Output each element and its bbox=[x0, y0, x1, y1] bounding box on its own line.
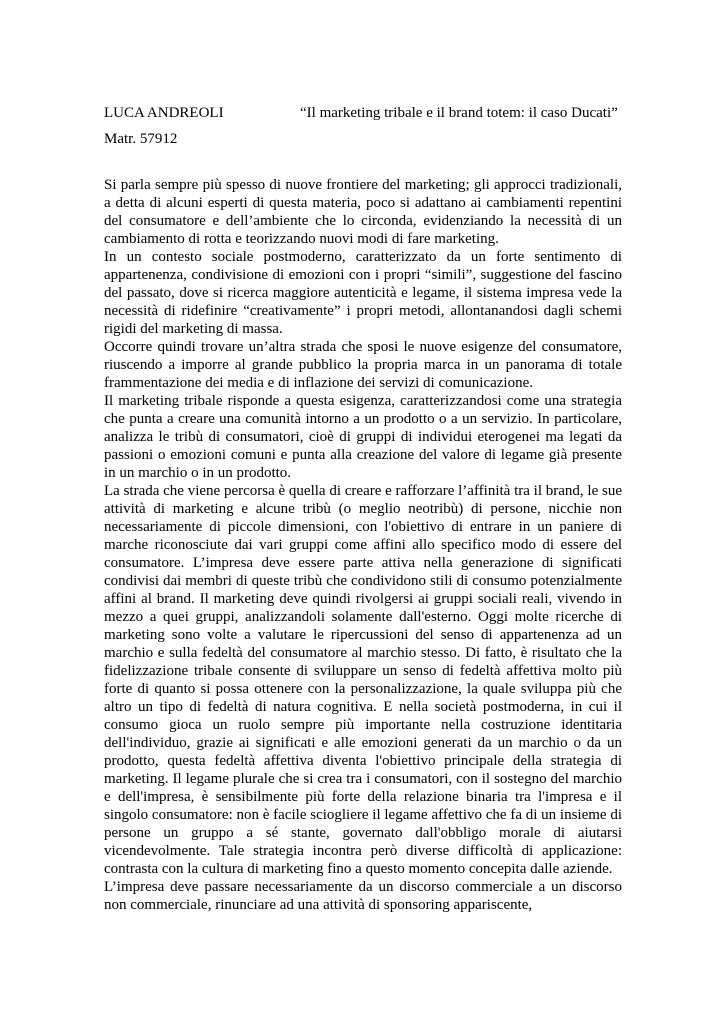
student-id: Matr. 57912 bbox=[104, 131, 178, 147]
paragraph: Si parla sempre più spesso di nuove frontiere del marketing; gli approcci tradizionali, a detta di alcuni esperti di questa materia, poco si adattano ai cambiamenti repentini del consumatore e dell’ambiente che lo circonda, evidenziando la necessità di un cambiamento di rotta e teorizzando nuovi modi di fare marketing. bbox=[104, 177, 622, 247]
paragraph: Occorre quindi trovare un’altra strada che sposi le nuove esigenze del consumatore, riuscendo a imporre al grande pubblico la propria marca in un panorama di totale frammentazione dei media e di inflazione dei servizi di comunicazione. bbox=[104, 339, 622, 391]
author-name: LUCA ANDREOLI bbox=[104, 105, 224, 121]
paragraph: In un contesto sociale postmoderno, caratterizzato da un forte sentimento di appartenenza, condivisione di emozioni con i propri “simili”, suggestione del fascino del passato, dove si ricerca maggiore autenticità e legame, il sistema impresa vede la necessità di ridefinire “creativamente” i propri metodi, allontanandosi dagli schemi rigidi del marketing di massa. bbox=[104, 249, 622, 337]
document-body bbox=[104, 176, 622, 914]
document-title: “Il marketing tribale e il brand totem: il caso Ducati” bbox=[300, 105, 618, 121]
paragraph: La strada che viene percorsa è quella di creare e rafforzare l’affinità tra il brand, le sue attività di marketing e alcune tribù (o meglio neotribù) di persone, nicchie non necessariamente di piccole dimensioni, con l'obiettivo di entrare in un paniere di marche riconosciute dai vari gruppi come affini allo specifico modo di essere del consumatore. L’impresa deve essere parte attiva nella generazione di significati condivisi dai membri di queste tribù che condividono stili di consumo potenzialmente affini al brand. Il marketing deve quindi rivolgersi ai gruppi sociali reali, vivendo in mezzo a quei gruppi, analizzandoli solamente dall'esterno. Oggi molte ricerche di marketing sono volte a valutare le ripercussioni del senso di appartenenza ad un marchio e sulla fedeltà del consumatore al marchio stesso. Di fatto, è risultato che la fidelizzazione tribale consente di sviluppare un senso di fedeltà affettiva molto più forte di quanto si possa ottenere con la personalizzazione, la quale sviluppa più che altro un tipo di fedeltà di natura cognitiva. E nella società postmoderna, in cui il consumo gioca un ruolo sempre più importante nella costruzione identitaria dell'individuo, grazie ai significati e alle emozioni generati da un marchio o da un prodotto, questa fedeltà affettiva diventa l'obiettivo principale della strategia di marketing. Il legame plurale che si crea tra i consumatori, con il sostegno del marchio e dell'impresa, è sensibilmente più forte della relazione binaria tra l'impresa e il singolo consumatore: non è facile sciogliere il legame affettivo che fa di un insieme di persone un gruppo a sé stante, governato dall'obbligo morale di aiutarsi vicendevolmente. Tale strategia incontra però diverse difficoltà di applicazione: contrasta con la cultura di marketing fino a questo momento concepita dalle aziende. bbox=[104, 483, 622, 877]
paragraph: Il marketing tribale risponde a questa esigenza, caratterizzandosi come una strategia che punta a creare una comunità intorno a un prodotto o a un servizio. In particolare, analizza le tribù di consumatori, cioè di gruppi di individui eterogenei ma legati da passioni o emozioni comuni e punta alla creazione del valore di legame già presente in un marchio o in un prodotto. bbox=[104, 393, 622, 481]
paragraph: L’impresa deve passare necessariamente da un discorso commerciale a un discorso non commerciale, rinunciare ad una attività di sponsoring appariscente, bbox=[104, 879, 622, 913]
